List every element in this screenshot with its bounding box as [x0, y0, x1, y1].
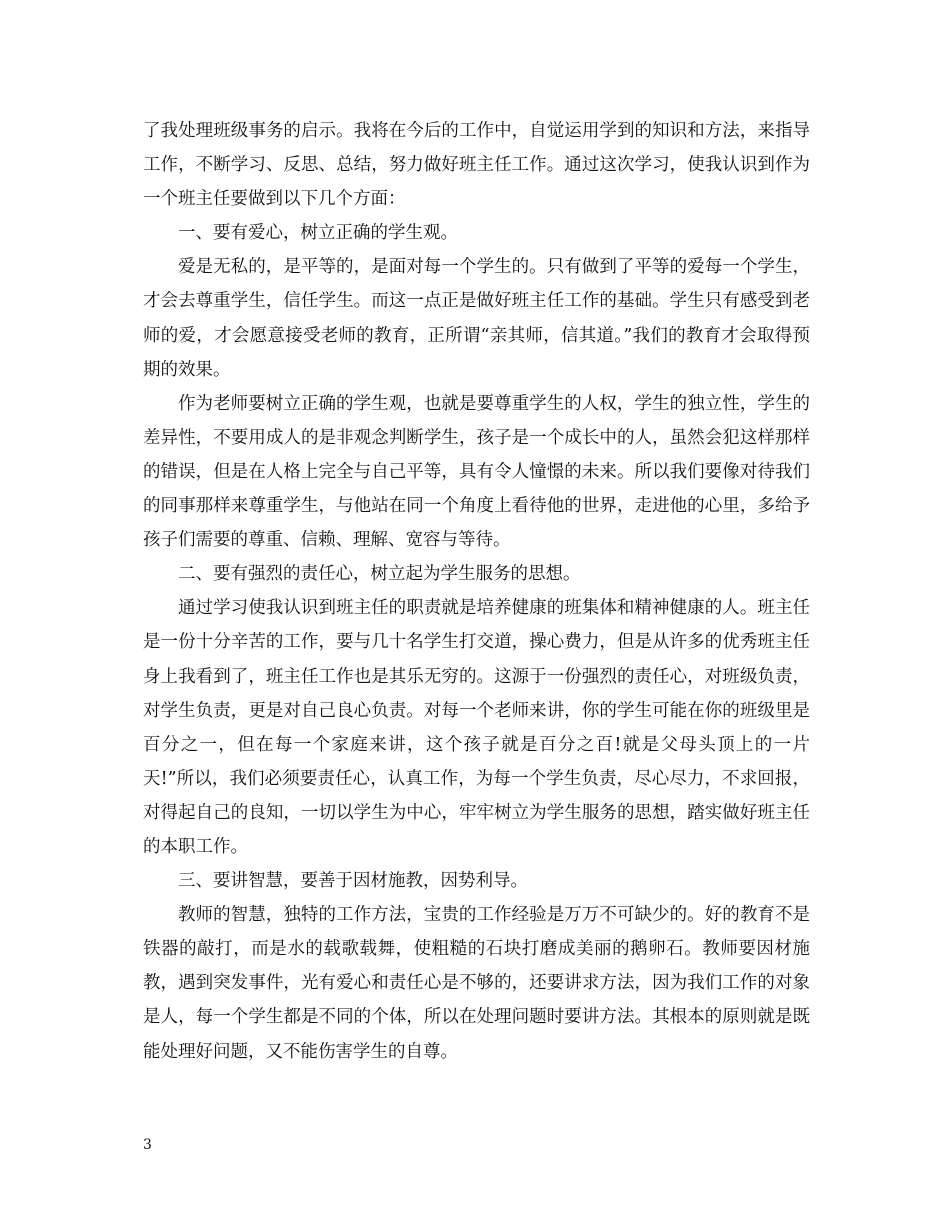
paragraph-wisdom: 教师的智慧，独特的工作方法，宝贵的工作经验是万万不可缺少的。好的教育不是铁器的敲打，而是水的载歌载舞，使粗糙的石块打磨成美丽的鹅卵石。教师要因材施教，遇到突发事件，光有爱心和责任心是不够的，还要讲求方法，因为我们工作的对象是人，每一个学生都是不同的个体，所以在处理问题时要讲方法。其根本的原则就是既能处理好问题，又不能伤害学生的自尊。: [143, 905, 810, 1062]
heading-responsibility: 二、要有强烈的责任心，树立起为学生服务的思想。: [178, 564, 581, 585]
paragraph-student-view: 作为老师要树立正确的学生观，也就是要尊重学生的人权，学生的独立性，学生的差异性，不要用成人的是非观念判断学生，孩子是一个成长中的人，虽然会犯这样那样的错误，但是在人格上完全与自己平等，具有令人憧憬的未来。所以我们要像对待我们的同事那样来尊重学生，与他站在同一个角度上看待他的世界，走进他的心里，多给予孩子们需要的尊重、信赖、理解、宽容与等待。: [143, 393, 810, 551]
paragraph-responsibility: 通过学习使我认识到班主任的职责就是培养健康的班集体和精神健康的人。班主任是一份十分辛苦的工作，要与几十名学生打交道，操心费力，但是从许多的优秀班主任身上我看到了，班主任工作也是其乐无穷的。这源于一份强烈的责任心，对班级负责，对学生负责，更是对自己良心负责。对每一个老师来讲，你的学生可能在你的班级里是百分之一，但在每一个家庭来讲，这个孩子就是百分之百!就是父母头顶上的一片天!”所以，我们必须要责任心，认真工作，为每一个学生负责，尽心尽力，不求回报，对得起自己的良知，一切以学生为中心，牢牢树立为学生服务的思想，踏实做好班主任的本职工作。: [143, 598, 810, 857]
paragraph-intro-continuation: 了我处理班级事务的启示。我将在今后的工作中，自觉运用学到的知识和方法，来指导工作，不断学习、反思、总结，努力做好班主任工作。通过这次学习，使我认识到作为一个班主任要做到以下几个方面：: [143, 121, 810, 210]
heading-wisdom: 三、要讲智慧，要善于因材施教，因势利导。: [178, 871, 528, 892]
paragraph-love: 爱是无私的，是平等的，是面对每一个学生的。只有做到了平等的爱每一个学生，才会去尊重学生，信任学生。而这一点正是做好班主任工作的基础。学生只有感受到老师的爱，才会愿意接受老师的教育，正所谓“亲其师，信其道。”我们的教育才会取得预期的效果。: [143, 257, 810, 380]
heading-love: 一、要有爱心，树立正确的学生观。: [178, 223, 458, 244]
page-number: 3: [143, 1137, 152, 1153]
document-body: [143, 114, 810, 1069]
